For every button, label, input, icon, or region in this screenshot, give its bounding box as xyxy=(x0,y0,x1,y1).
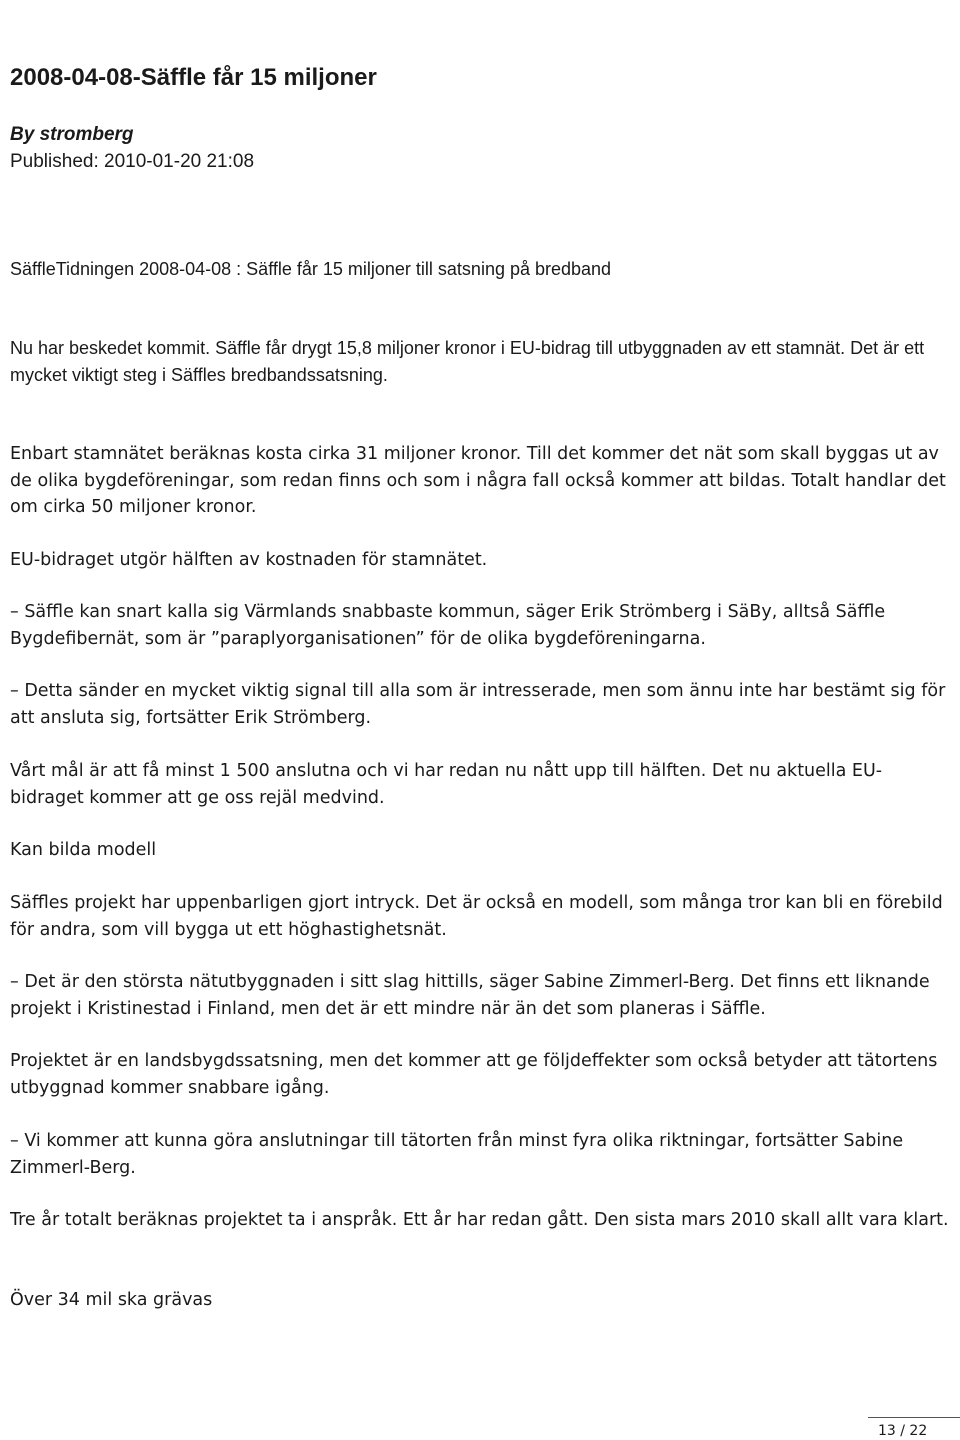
article-paragraph-2: Enbart stamnätet beräknas kosta cirka 31 miljoner kronor. Till det kommer det nät som skall byggas ut av de olika bygdeföreningar, som redan finns och som i några fall också kommer att bildas. Totalt handlar det om cirka 50 miljoner kronor. xyxy=(10,444,946,517)
article-source-line: SäffleTidningen 2008-04-08 : Säffle får 15 miljoner till satsning på bredband xyxy=(10,259,612,279)
article-paragraph-1: Nu har beskedet kommit. Säffle får drygt 15,8 miljoner kronor i EU-bidrag till utbyggnaden av ett stamnät. Det är ett mycket viktigt steg i Säffles bredbandssatsning. xyxy=(10,338,925,385)
article-paragraph-11: Tre år totalt beräknas projektet ta i anspråk. Ett år har redan gått. Den sista mars 2010 skall allt vara klart. xyxy=(10,1210,949,1230)
article-published-date: Published: 2010-01-20 21:08 xyxy=(10,151,255,172)
article-paragraph-3: EU-bidraget utgör hälften av kostnaden för stamnätet. xyxy=(10,550,488,570)
article-paragraph-6: Vårt mål är att få minst 1 500 anslutna och vi har redan nu nått upp till hälften. Det nu aktuella EU-bidraget kommer att ge oss rejäl medvind. xyxy=(10,761,883,808)
article-paragraph-12: Över 34 mil ska grävas xyxy=(10,1290,213,1310)
article-paragraph-10: – Vi kommer att kunna göra anslutningar till tätorten från minst fyra olika riktningar, fortsätter Sabine Zimmerl-Berg. xyxy=(10,1131,904,1178)
article-byline: By stromberg xyxy=(10,124,134,145)
article-paragraph-5: – Detta sänder en mycket viktig signal till alla som är intresserade, men som ännu inte har bestämt sig för att ansluta sig, fortsätter Erik Strömberg. xyxy=(10,681,946,728)
article-title: 2008-04-08-Säffle får 15 miljoner xyxy=(10,64,377,91)
article-paragraph-9: Projektet är en landsbygdssatsning, men det kommer att ge följdeffekter som också betyder att tätortens utbyggnad kommer snabbare igång. xyxy=(10,1051,938,1098)
article-subheading: Kan bilda modell xyxy=(10,840,157,860)
article-paragraph-4: – Säffle kan snart kalla sig Värmlands snabbaste kommun, säger Erik Strömberg i SäBy, alltså Säffle Bygdefibernät, som är ”paraplyorganisationen” för de olika bygdeföreningarna. xyxy=(10,602,886,649)
footer-divider xyxy=(868,1417,960,1418)
article-paragraph-7: Säffles projekt har uppenbarligen gjort intryck. Det är också en modell, som många tror kan bli en förebild för andra, som vill bygga ut ett höghastighetsnät. xyxy=(10,893,943,940)
article-paragraph-8: – Det är den största nätutbyggnaden i sitt slag hittills, säger Sabine Zimmerl-Berg. Det finns ett liknande projekt i Kristinestad i Finland, men det är ett mindre när än det som planeras i Säffle. xyxy=(10,972,930,1019)
page-number: 13 / 22 xyxy=(878,1423,928,1439)
